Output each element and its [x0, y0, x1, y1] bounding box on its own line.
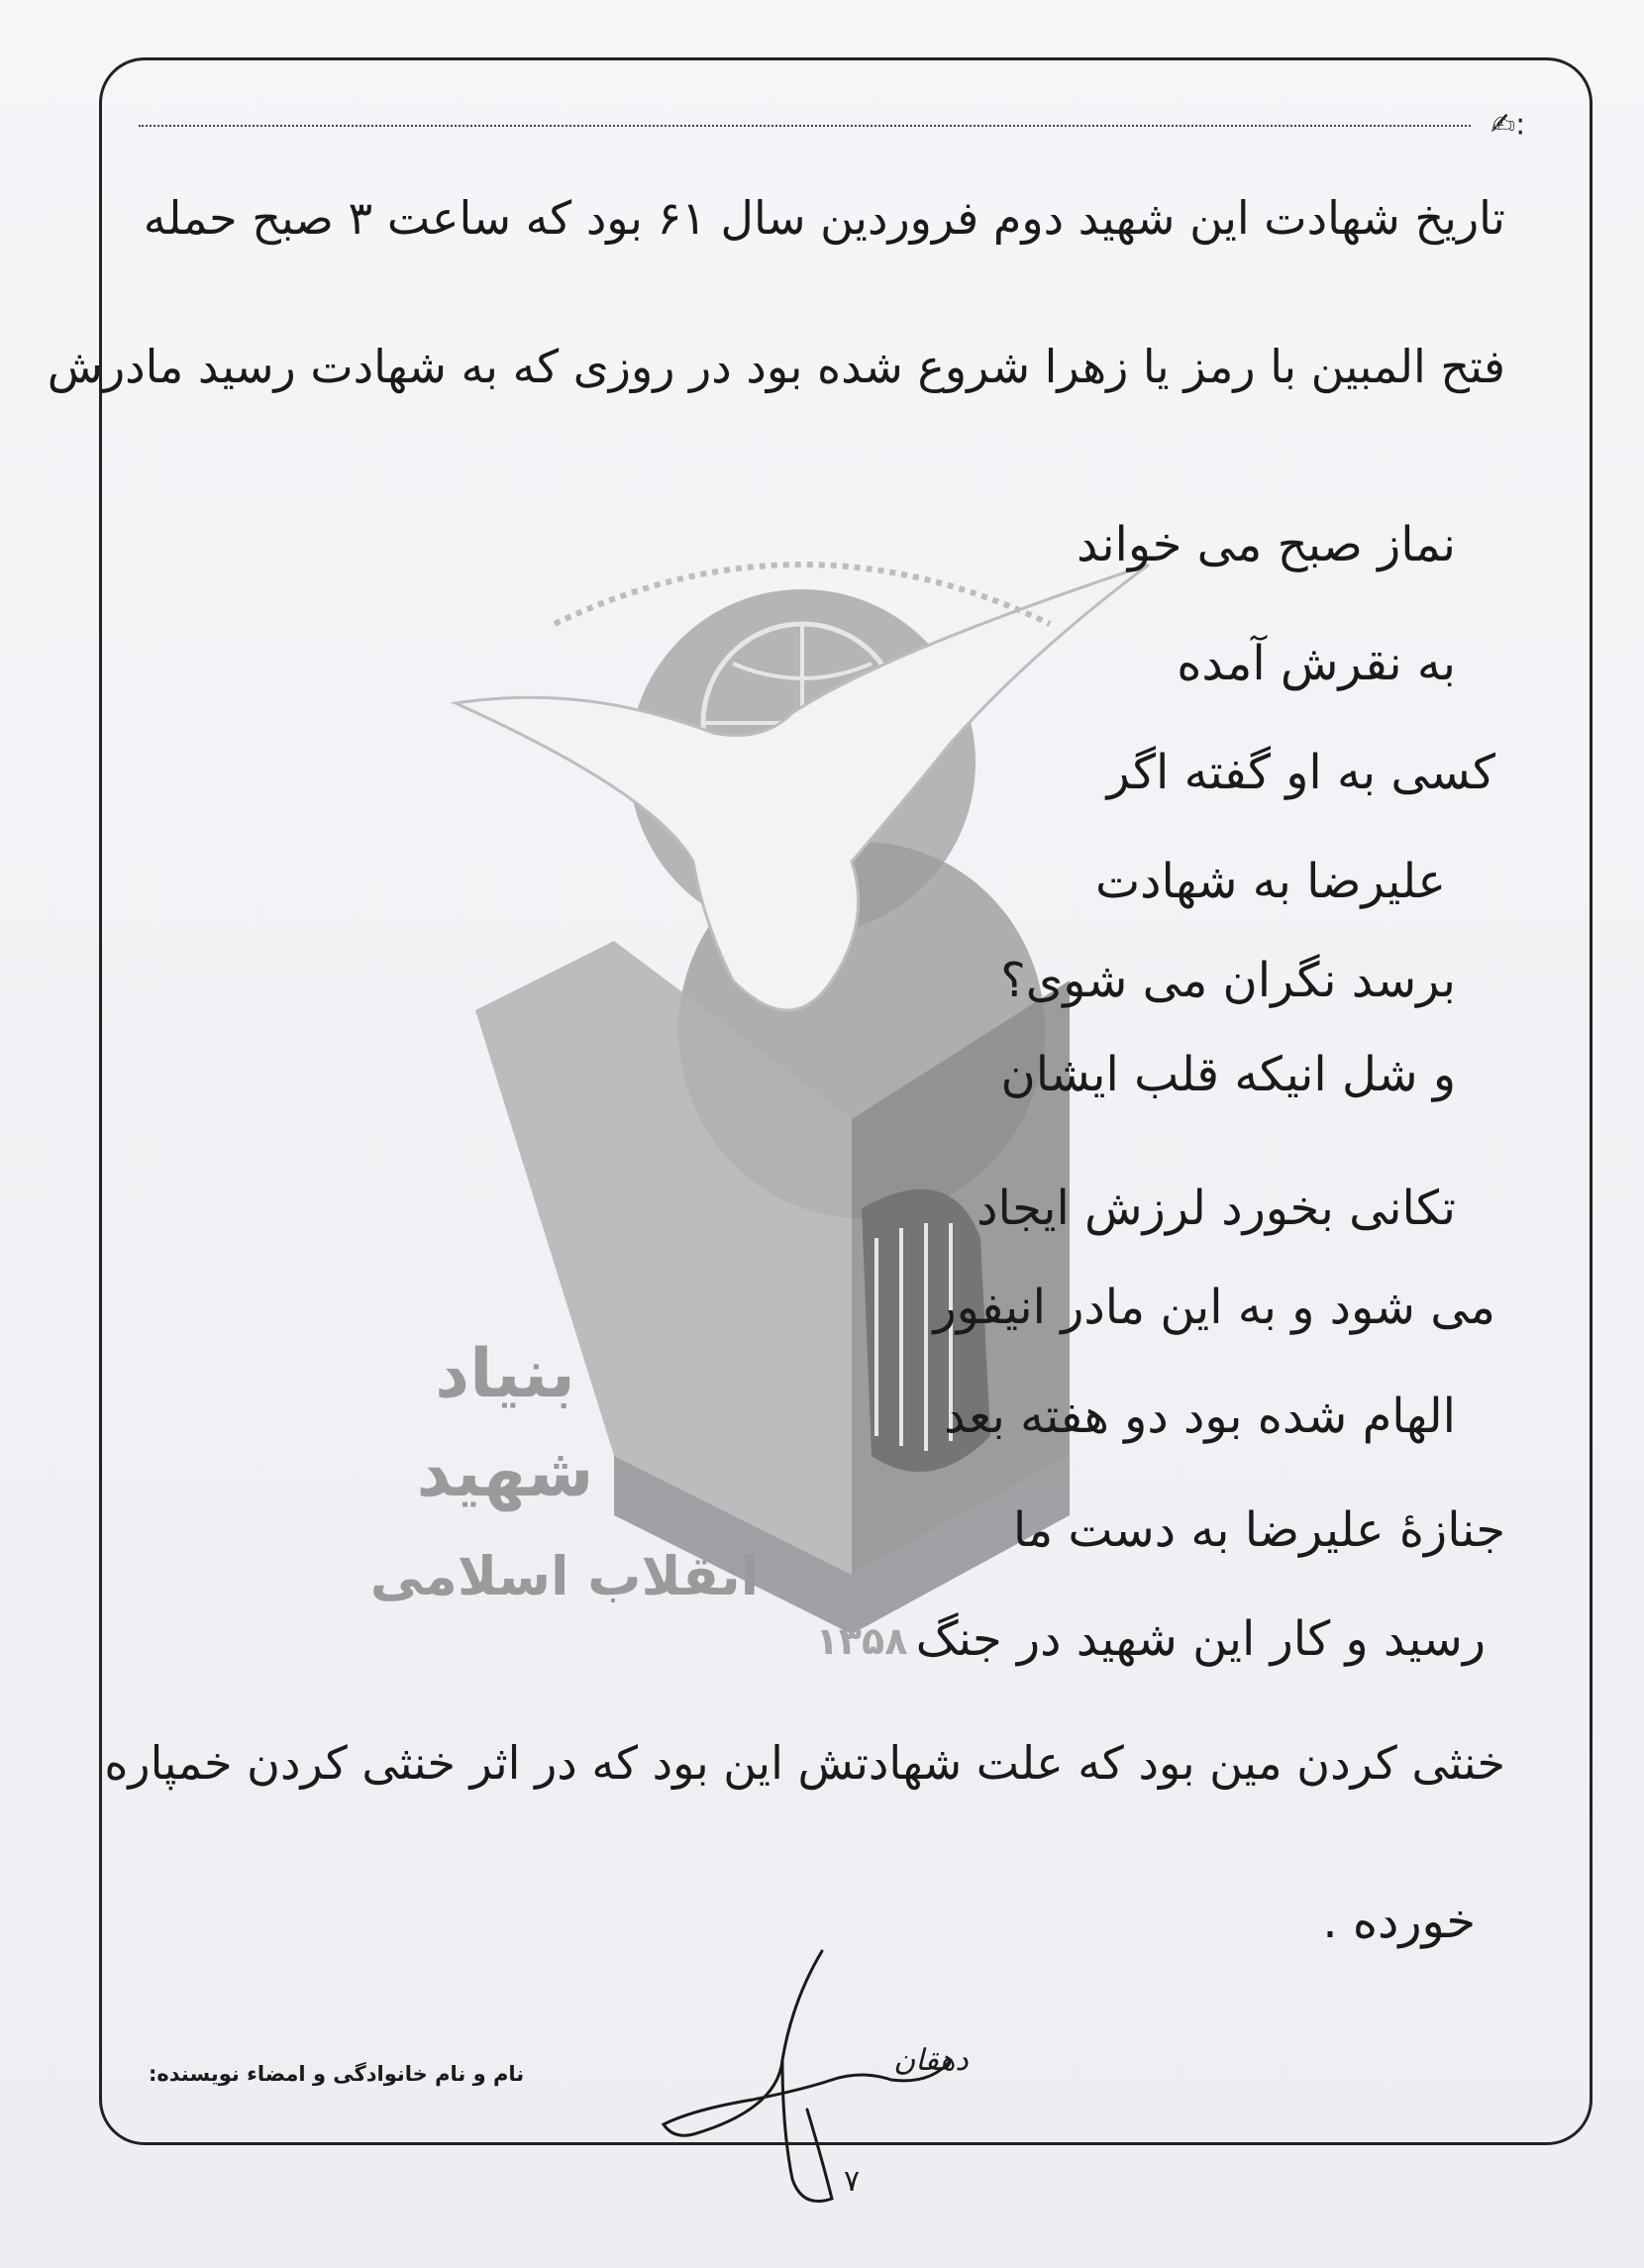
body-line-10: می شود و به این مادر انیفور — [933, 1280, 1495, 1335]
header-colon: : — [1515, 107, 1526, 143]
pencil-writing-icon: ✍ — [1490, 107, 1516, 143]
handwritten-signature — [634, 1931, 990, 2218]
body-line-13: رسید و کار این شهید در جنگ — [915, 1611, 1486, 1667]
logo-line-3: انقلاب اسلامی — [369, 1545, 760, 1607]
body-line-3: نماز صبح می خواند — [1077, 517, 1456, 572]
body-line-9: تکانی بخورد لرزش ایجاد — [976, 1181, 1456, 1236]
logo-line-1: بنیاد — [435, 1335, 575, 1413]
signature-name: دهقان — [893, 2043, 969, 2078]
body-line-2: فتح المبین با رمز یا زهرا شروع شده بود در روزی که به شهادت رسید مادرش — [47, 340, 1505, 393]
page-number: ۷ — [843, 2164, 861, 2199]
body-line-14: خنثی کردن مین بود که علت شهادتش این بود که در اثر خنثی کردن خمپاره — [104, 1736, 1505, 1790]
logo-line-2: شهید — [416, 1434, 594, 1512]
body-line-11: الهام شده بود دو هفته بعد — [944, 1389, 1456, 1444]
body-line-12: جنازهٔ علیرضا به دست ما — [1012, 1502, 1505, 1558]
body-line-4: به نقرش آمده — [1177, 636, 1456, 691]
body-line-7: برسد نگران می شوی؟ — [1000, 953, 1456, 1008]
body-line-15: خورده . — [1322, 1894, 1476, 1949]
body-line-5: کسی به او گفته اگر — [1106, 745, 1495, 800]
body-line-6: علیرضا به شهادت — [1094, 854, 1446, 909]
header-marker — [1490, 105, 1550, 145]
writer-name-signature-label: نام و نام خانوادگی و امضاء نویسنده: — [149, 2062, 525, 2086]
header-dotted-line — [139, 125, 1471, 127]
logo-year: ۱۳۵۸ — [815, 1619, 908, 1663]
body-line-1: تاریخ شهادت این شهید دوم فروردین سال ۶۱ بود که ساعت ۳ صبح حمله — [143, 191, 1505, 245]
body-line-8: و شل انیکه قلب ایشان — [1000, 1047, 1456, 1102]
